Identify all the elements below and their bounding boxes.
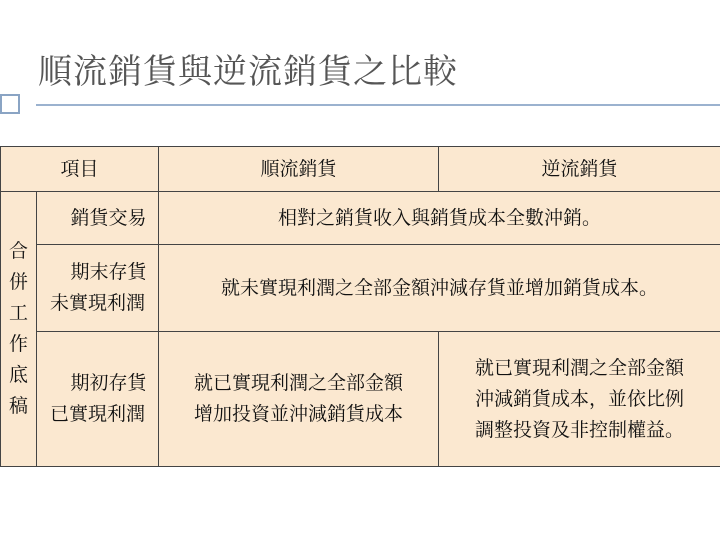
- downstream-cell: [159, 332, 439, 467]
- row-item-sales-transaction: [37, 192, 159, 245]
- header-item: 項目: [1, 147, 159, 192]
- row-item-ending-inventory: [37, 245, 159, 332]
- item-line: 未實現利潤: [50, 292, 146, 314]
- cell-line: 沖減銷貨成本，並依比例: [475, 387, 685, 410]
- side-label-char: 作: [8, 333, 28, 355]
- header-upstream: 逆流銷貨: [439, 147, 720, 192]
- title-accent-square: [0, 94, 20, 114]
- side-label-char: 併: [8, 271, 28, 293]
- cell-line: 增加投資並沖減銷貨成本: [194, 403, 404, 425]
- item-line: 期末存貨: [70, 261, 147, 283]
- item-line: 期初存貨: [70, 372, 147, 394]
- row-merged-text: 相對之銷貨收入與銷貨成本全數沖銷。: [159, 192, 720, 245]
- row-merged-text: 就未實現利潤之全部金額沖減存貨並增加銷貨成本。: [159, 245, 720, 332]
- cell-line: 就已實現利潤之全部金額: [194, 372, 404, 394]
- side-label-char: 合: [8, 240, 28, 262]
- cell-line: 調整投資及非控制權益。: [475, 418, 685, 441]
- upstream-cell: [439, 332, 720, 467]
- row-item-beginning-inventory: [37, 332, 159, 467]
- side-label-char: 稿: [8, 395, 28, 417]
- side-label-char: 工: [8, 302, 28, 324]
- side-label-char: 底: [8, 364, 28, 386]
- table-header-row: [1, 147, 720, 192]
- slide-title: 順流銷貨與逆流銷貨之比較: [38, 52, 458, 92]
- item-line: 銷貨交易: [70, 206, 147, 229]
- table-row: [1, 192, 720, 245]
- header-downstream: 順流銷貨: [159, 147, 439, 192]
- side-label-consolidation-worksheet: [1, 192, 37, 467]
- cell-line: 就已實現利潤之全部金額: [475, 356, 685, 379]
- comparison-table: [0, 146, 720, 467]
- item-line: 已實現利潤: [50, 403, 146, 425]
- title-accent-line: [36, 104, 720, 106]
- table-row: [1, 245, 720, 332]
- table-row: [1, 332, 720, 467]
